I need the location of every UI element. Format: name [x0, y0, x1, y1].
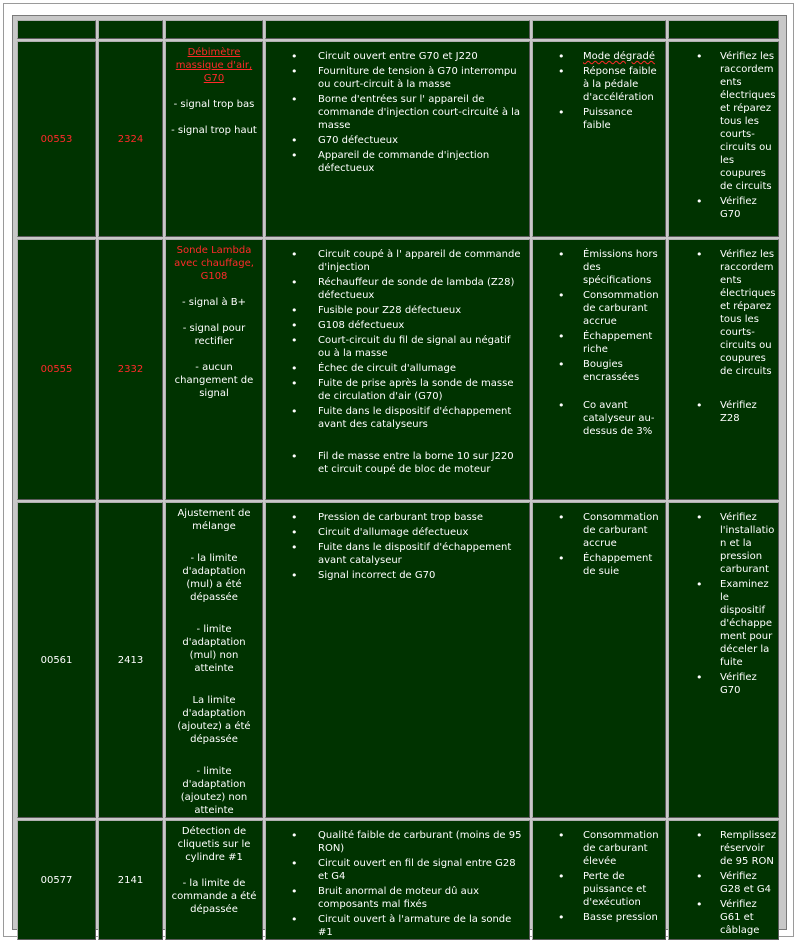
- list-item: • Circuit ouvert en fil de signal entre G28 et G4: [293, 857, 525, 883]
- list-item: • Échappement riche: [559, 330, 661, 356]
- header-cell: [668, 20, 779, 39]
- list-item: • Fourniture de tension à G70 interrompu ou court-circuit à la masse: [293, 65, 525, 91]
- repair-actions: [668, 820, 779, 940]
- fault-description: [165, 502, 263, 818]
- header-cell: [265, 20, 530, 39]
- list-item: • Échec de circuit d'allumage: [293, 362, 525, 375]
- fault-code-secondary: 2332: [98, 239, 163, 500]
- possible-causes: [265, 502, 530, 818]
- list-item: • Fuite de prise après la sonde de masse de circulation d'air (G70): [293, 377, 525, 403]
- list-item: • Fuite dans le dispositif d'échappement avant catalyseur: [293, 541, 525, 567]
- list-item: • Bougies encrassées: [559, 358, 661, 384]
- fault-code: 00577: [17, 820, 96, 940]
- fault-code: 00553: [17, 41, 96, 237]
- repair-actions: [668, 239, 779, 500]
- header-row: [17, 20, 779, 39]
- list-item: • Signal incorrect de G70: [293, 569, 525, 582]
- table-panel: [12, 15, 787, 938]
- table-row: [17, 820, 779, 940]
- list-item: • Bruit anormal de moteur dû aux composants mal fixés: [293, 885, 525, 911]
- list-item: • G70 défectueux: [293, 134, 525, 147]
- list-item: • Circuit coupé à l' appareil de commande d'injection: [293, 248, 525, 274]
- component-name: Détection de cliquetis sur le cylindre #1: [177, 826, 251, 863]
- table-row: [17, 239, 779, 500]
- list-item: • Vérifiez les raccordem ents électriques et réparez tous les courts-circuits ou les coupures de circuits: [697, 50, 776, 193]
- header-cell: [17, 20, 96, 39]
- list-item: • Mode dégradé: [559, 50, 661, 63]
- list-item: • Consommation de carburant élevée: [559, 829, 661, 868]
- fault-condition: - signal trop haut: [171, 125, 257, 136]
- fault-code-table: [15, 18, 781, 942]
- component-name: Débimètre massique d'air, G70: [175, 47, 253, 84]
- list-item: • Borne d'entrées sur l' appareil de commande d'injection court-circuité à la masse: [293, 93, 525, 132]
- list-item: • G108 défectueux: [293, 319, 525, 332]
- list-item: • Fil de masse entre la borne 10 sur J220 et circuit coupé de bloc de moteur: [293, 450, 525, 476]
- page-frame: [3, 3, 794, 937]
- fault-condition: - limite d'adaptation (ajoutez) non atteinte: [180, 766, 248, 816]
- fault-description: [165, 820, 263, 940]
- fault-condition: - signal trop bas: [173, 99, 255, 110]
- list-item: • Co avant catalyseur au-dessus de 3%: [559, 399, 661, 438]
- component-name: Sonde Lambda avec chauffage, G108: [174, 245, 254, 282]
- list-item: • Pression de carburant trop basse: [293, 511, 525, 524]
- fault-code-secondary: 2413: [98, 502, 163, 818]
- list-item: • Appareil de commande d'injection défectueux: [293, 149, 525, 175]
- list-item: • Fuite dans le dispositif d'échappement avant des catalyseurs: [293, 405, 525, 431]
- list-item: • Circuit ouvert entre G70 et J220: [293, 50, 525, 63]
- table-row: [17, 502, 779, 818]
- list-item: • Qualité faible de carburant (moins de 95 RON): [293, 829, 525, 855]
- list-item: • Puissance faible: [559, 106, 661, 132]
- fault-code-secondary: 2141: [98, 820, 163, 940]
- symptoms: [532, 239, 666, 500]
- table-row: [17, 41, 779, 237]
- fault-code-secondary: 2324: [98, 41, 163, 237]
- list-item: • Émissions hors des spécifications: [559, 248, 661, 287]
- list-item: • Vérifiez G61 et câblage: [697, 898, 776, 937]
- fault-condition: - signal à B+: [181, 297, 247, 308]
- header-cell: [165, 20, 263, 39]
- fault-condition: - la limite d'adaptation (mul) a été dépassée: [182, 553, 246, 603]
- list-item: • Échappement de suie: [559, 552, 661, 578]
- fault-condition: - signal pour rectifier: [182, 323, 246, 347]
- fault-condition: - aucun changement de signal: [174, 362, 254, 399]
- list-item: • Vérifiez Z28: [697, 399, 776, 425]
- symptoms: [532, 820, 666, 940]
- symptoms: [532, 41, 666, 237]
- list-item: • Réchauffeur de sonde de lambda (Z28) défectueux: [293, 276, 525, 302]
- list-item: • Fusible pour Z28 défectueux: [293, 304, 525, 317]
- list-item: • Court-circuit du fil de signal au négatif ou à la masse: [293, 334, 525, 360]
- list-item: • Consommation de carburant accrue: [559, 289, 661, 328]
- fault-condition: - la limite de commande a été dépassée: [171, 878, 257, 915]
- list-item: • Consommation de carburant accrue: [559, 511, 661, 550]
- fault-code: 00555: [17, 239, 96, 500]
- list-item: • Vérifiez les raccordem ents électriques et réparez tous les courts-circuits ou coupures de circuits: [697, 248, 776, 378]
- repair-actions: [668, 41, 779, 237]
- list-item: • Perte de puissance et d'exécution: [559, 870, 661, 909]
- fault-condition: La limite d'adaptation (ajoutez) a été dépassée: [177, 695, 251, 745]
- list-item: • Examinez le dispositif d'échappe ment pour déceler la fuite: [697, 578, 776, 669]
- list-item: • Vérifiez G70: [697, 671, 776, 697]
- fault-condition: - limite d'adaptation (mul) non atteinte: [182, 624, 246, 674]
- header-cell: [532, 20, 666, 39]
- header-cell: [98, 20, 163, 39]
- fault-code: 00561: [17, 502, 96, 818]
- possible-causes: [265, 41, 530, 237]
- possible-causes: [265, 239, 530, 500]
- fault-description: [165, 239, 263, 500]
- possible-causes: [265, 820, 530, 940]
- list-item: • Vérifiez G70: [697, 195, 776, 221]
- list-item: • Remplissez réservoir de 95 RON: [697, 829, 776, 868]
- fault-description: [165, 41, 263, 237]
- list-item: • Circuit ouvert à l'armature de la sonde #1: [293, 913, 525, 939]
- component-name: Ajustement de mélange: [177, 508, 251, 532]
- symptoms: [532, 502, 666, 818]
- list-item: • Vérifiez l'installatio n et la pression carburant: [697, 511, 776, 576]
- repair-actions: [668, 502, 779, 818]
- list-item: • Circuit d'allumage défectueux: [293, 526, 525, 539]
- list-item: • Vérifiez G28 et G4: [697, 870, 776, 896]
- list-item: • Basse pression: [559, 911, 661, 924]
- list-item: • Réponse faible à la pédale d'accélération: [559, 65, 661, 104]
